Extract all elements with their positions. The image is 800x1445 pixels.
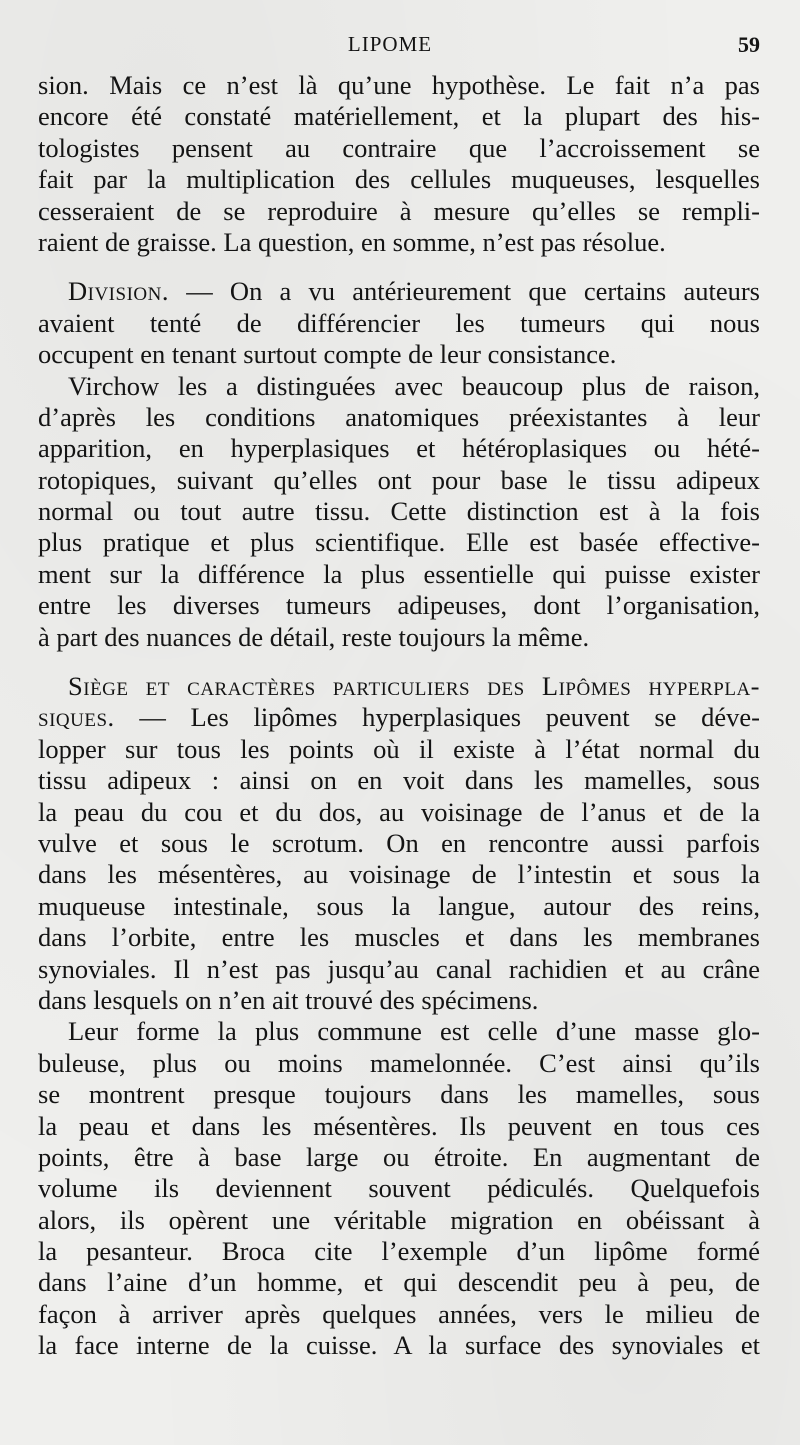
body-text xyxy=(38,70,760,1362)
text-line: se montrent presque toujours dans les mamelles, sous xyxy=(38,1079,760,1110)
text-fragment: — Les lipômes hyperplasiques peuvent se déve- xyxy=(114,702,760,733)
text-line xyxy=(38,702,760,733)
text-line: la face interne de la cuisse. A la surface des synoviales et xyxy=(38,1330,760,1361)
text-line xyxy=(38,276,760,307)
text-line: Leur forme la plus commune est celle d’une masse glo- xyxy=(68,1016,760,1047)
text-line: vulve et sous le scrotum. On en rencontre aussi parfois xyxy=(38,827,760,858)
text-line xyxy=(38,671,760,702)
paragraph xyxy=(38,70,760,258)
paragraph xyxy=(38,1016,760,1361)
text-line: dans l’aine d’un homme, et qui descendit peu à peu, de xyxy=(38,1267,760,1298)
text-line: à part des nuances de détail, reste toujours la même. xyxy=(38,621,590,652)
text-line: encore été constaté matériellement, et la plupart des his- xyxy=(38,101,760,132)
text-line: avaient tenté de différencier les tumeurs qui nous xyxy=(38,307,760,338)
running-title: LIPOME xyxy=(347,32,433,56)
text-line: façon à arriver après quelques années, vers le milieu de xyxy=(38,1298,760,1329)
text-line: muqueuse intestinale, sous la langue, autour des reins, xyxy=(38,890,760,921)
text-line: la pesanteur. Broca cite l’exemple d’un lipôme formé xyxy=(38,1236,760,1267)
text-line: tissu adipeux : ainsi on en voit dans les mamelles, sous xyxy=(38,765,760,796)
text-line: plus pratique et plus scientifique. Elle est basée effective- xyxy=(38,527,760,558)
text-line: occupent en tenant surtout compte de leur consistance. xyxy=(38,339,617,370)
running-header xyxy=(0,32,800,62)
text-line: cesseraient de se reproduire à mesure qu’elles se rempli- xyxy=(38,195,760,226)
text-line: d’après les conditions anatomiques préexistantes à leur xyxy=(38,401,760,432)
text-line: volume ils deviennent souvent pédiculés. Quelquefois xyxy=(38,1173,760,1204)
page-number: 59 xyxy=(738,32,760,57)
text-line: rotopiques, suivant qu’elles ont pour base le tissu adipeux xyxy=(38,464,760,495)
text-line: synoviales. Il n’est pas jusqu’au canal rachidien et au crâne xyxy=(38,953,760,984)
paragraph xyxy=(38,276,760,370)
text-line: apparition, en hyperplasiques et hétéroplasiques ou hété- xyxy=(38,433,760,464)
text-line: normal ou tout autre tissu. Cette distinction est à la fois xyxy=(38,496,760,527)
text-line: Virchow les a distinguées avec beaucoup plus de raison, xyxy=(68,370,760,401)
text-line: lopper sur tous les points où il existe à l’état normal du xyxy=(38,733,760,764)
text-line: dans l’orbite, entre les muscles et dans les membranes xyxy=(38,922,760,953)
text-line: dans lesquels on n’en ait trouvé des spécimens. xyxy=(38,984,539,1015)
section-heading: Division. xyxy=(68,276,169,307)
text-line: ment sur la différence la plus essentielle qui puisse exister xyxy=(38,558,760,589)
text-line: points, être à base large ou étroite. En augmentant de xyxy=(38,1141,760,1172)
text-line: alors, ils opèrent une véritable migration en obéissant à xyxy=(38,1204,760,1235)
section-heading: Siège et caractères particuliers des Lipômes hyperpla- xyxy=(68,671,760,702)
paragraph xyxy=(38,671,760,1016)
text-line: la peau et dans les mésentères. Ils peuvent en tous ces xyxy=(38,1110,760,1141)
text-line: dans les mésentères, au voisinage de l’intestin et sous la xyxy=(38,859,760,890)
text-fragment: — On a vu antérieurement que certains auteurs xyxy=(168,276,760,307)
section-heading-continued: siques. xyxy=(38,702,115,733)
text-line: entre les diverses tumeurs adipeuses, dont l’organisation, xyxy=(38,590,760,621)
text-line: buleuse, plus ou moins mamelonnée. C’est ainsi qu’ils xyxy=(38,1047,760,1078)
paragraph xyxy=(38,371,760,654)
section-gap xyxy=(38,653,760,671)
text-line: sion. Mais ce n’est là qu’une hypothèse. Le fait n’a pas xyxy=(38,70,760,100)
text-line: la peau du cou et du dos, au voisinage de l’anus et de la xyxy=(38,796,760,827)
section-gap xyxy=(38,258,760,276)
text-line: tologistes pensent au contraire que l’accroissement se xyxy=(38,132,760,163)
text-line: fait par la multiplication des cellules muqueuses, lesquelles xyxy=(38,164,760,195)
text-line: raient de graisse. La question, en somme, n’est pas résolue. xyxy=(38,226,666,257)
